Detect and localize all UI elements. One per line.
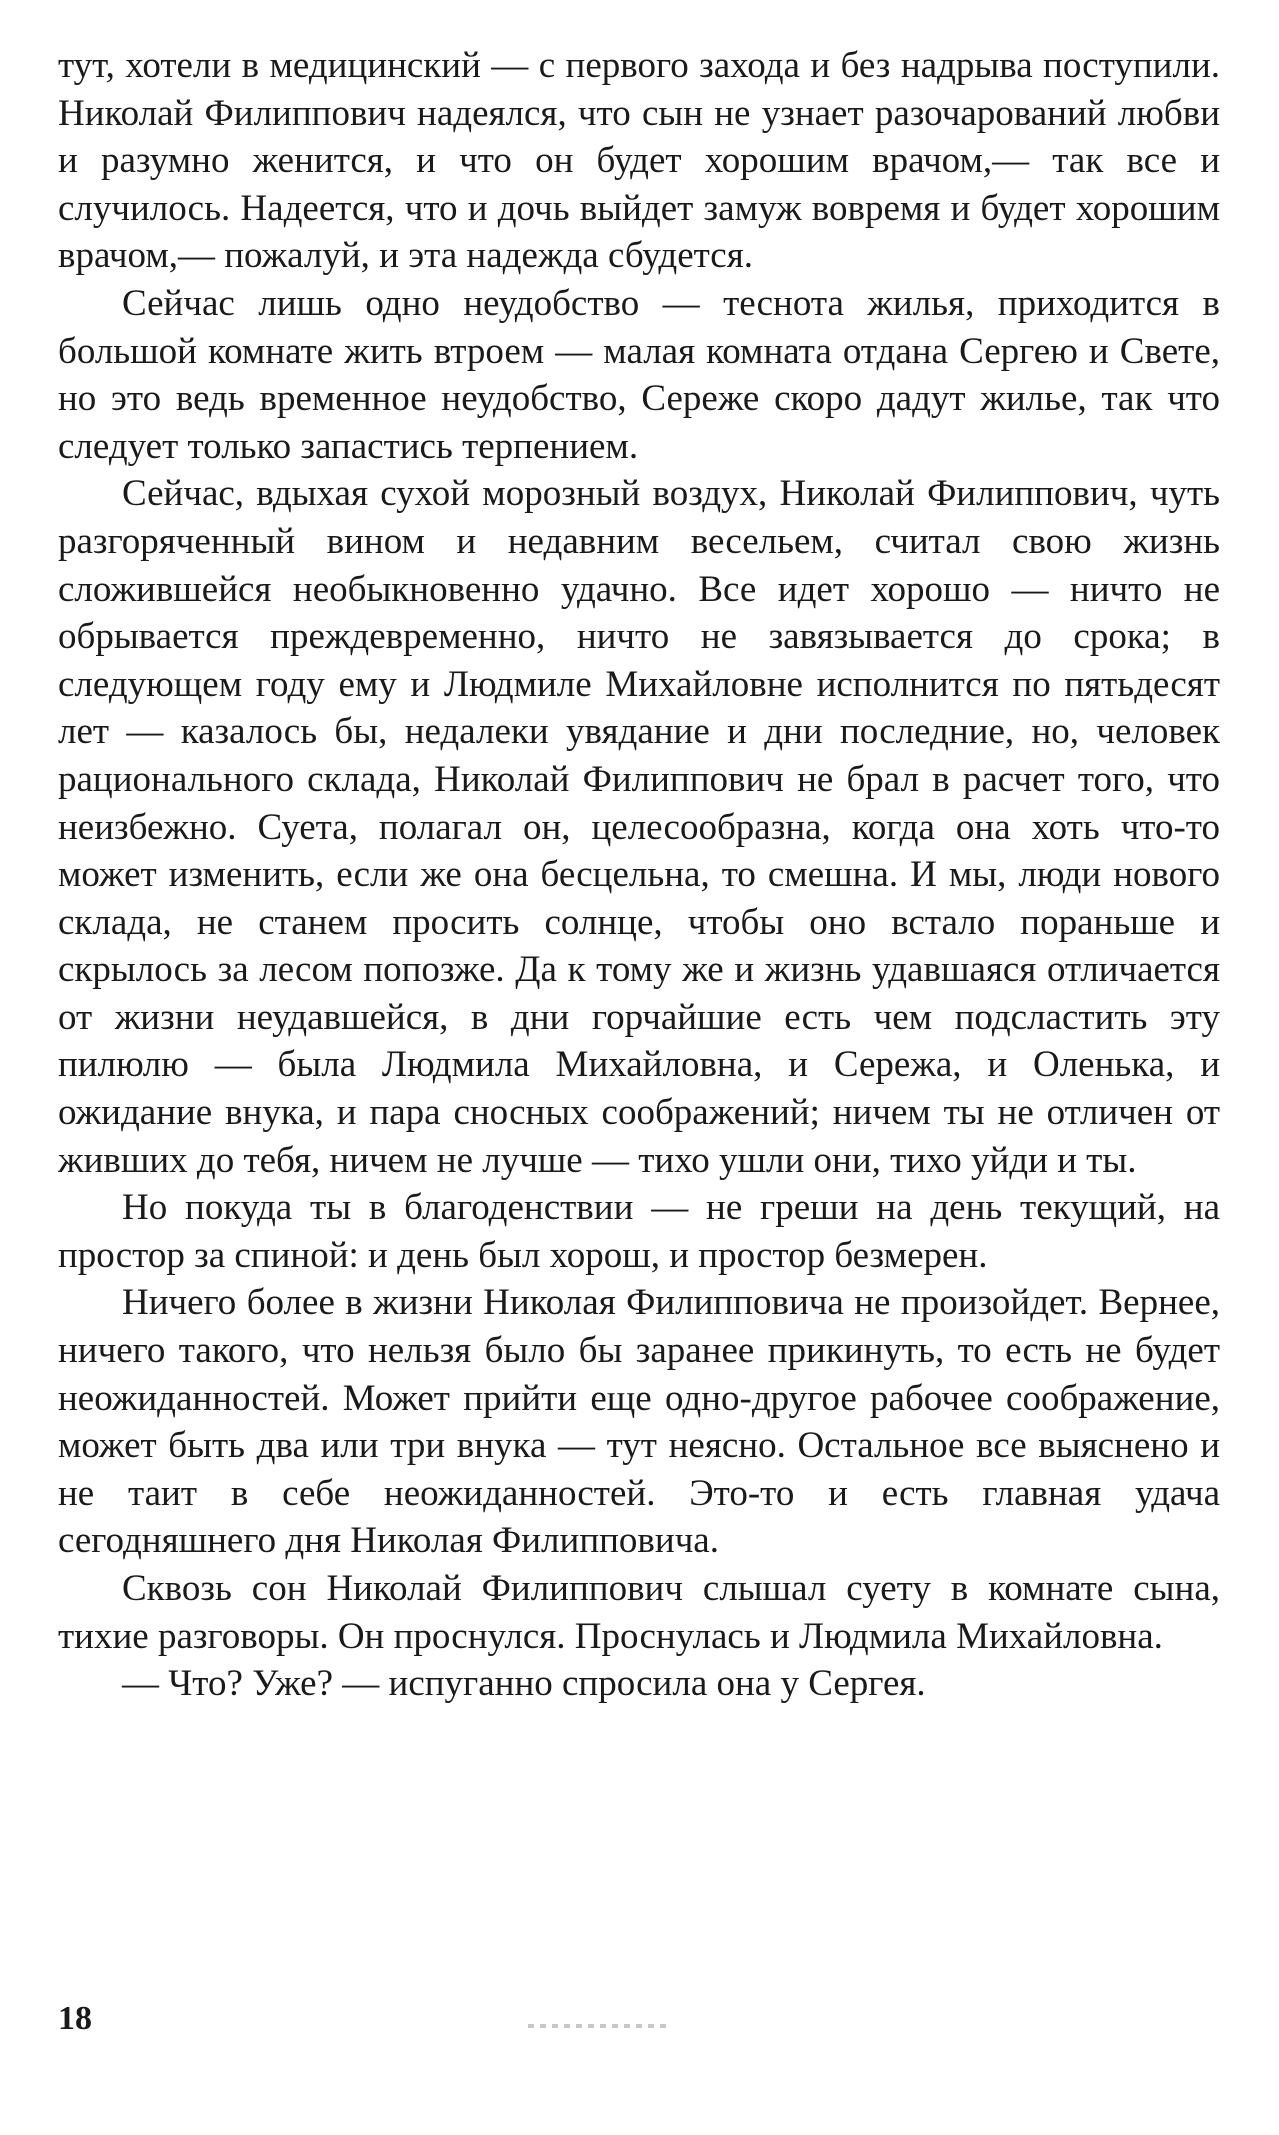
paragraph-6: Сквозь сон Николай Филиппович слышал суету в комнате сына, тихие разговоры. Он проснулся. Проснулась и Людмила Михайловна. — [58, 1568, 1220, 1657]
print-mark — [528, 2024, 668, 2028]
paragraph-5: Ничего более в жизни Николая Филипповича не произойдет. Вернее, ничего такого, что нельзя было бы заранее прикинуть, то есть не будет неожиданностей. Может прийти еще одно-другое рабочее соображение, может быть два или три внука — тут неясно. Остальное все выяснено и не таит в себе неожиданностей. Это-то и есть главная удача сегодняшнего дня Николая Филипповича. — [58, 1282, 1220, 1562]
body-text — [58, 42, 1220, 1708]
page-number: 18 — [58, 2000, 92, 2037]
paragraph-7: — Что? Уже? — испуганно спросила она у Сергея. — [122, 1663, 926, 1705]
book-page — [58, 42, 1220, 2102]
paragraph-1: тут, хотели в медицинский — с первого захода и без надрыва поступили. Николай Филиппович надеялся, что сын не узнает разочарований любви и разумно женится, и что он будет хорошим врачом,— так все и случилось. Надеется, что и дочь выйдет замуж вовремя и будет хорошим врачом,— пожалуй, и эта надежда сбудется. — [58, 45, 1220, 277]
paragraph-3: Сейчас, вдыхая сухой морозный воздух, Николай Филиппович, чуть разгоряченный вином и недавним весельем, считал свою жизнь сложившейся необыкновенно удачно. Все идет хорошо — ничто не обрывается преждевременно, ничто не завязывается до срока; в следующем году ему и Людмиле Михайловне исполнится по пятьдесят лет — казалось бы, недалеки увядание и дни последние, но, человек рационального склада, Николай Филиппович не брал в расчет того, что неизбежно. Суета, полагал он, целесообразна, когда она хоть что-то может изменить, если же она бесцельна, то смешна. И мы, люди нового склада, не станем просить солнце, чтобы оно встало пораньше и скрылось за лесом попозже. Да к тому же и жизнь удавшаяся отличается от жизни неудавшейся, в дни горчайшие есть чем подсластить эту пилюлю — была Людмила Михайловна, и Сережа, и Оленька, и ожидание внука, и пара сносных соображений; ничем ты не отличен от живших до тебя, ничем не лучше — тихо ушли они, тихо уйди и ты. — [58, 473, 1220, 1181]
paragraph-4: Но покуда ты в благоденствии — не греши на день текущий, на простор за спиной: и день был хорош, и простор безмерен. — [58, 1187, 1220, 1276]
paragraph-2: Сейчас лишь одно неудобство — теснота жилья, приходится в большой комнате жить втроем — малая комната отдана Сергею и Свете, но это ведь временное неудобство, Сереже скоро дадут жилье, так что следует только запастись терпением. — [58, 282, 1220, 467]
page-footer — [58, 2000, 1220, 2050]
